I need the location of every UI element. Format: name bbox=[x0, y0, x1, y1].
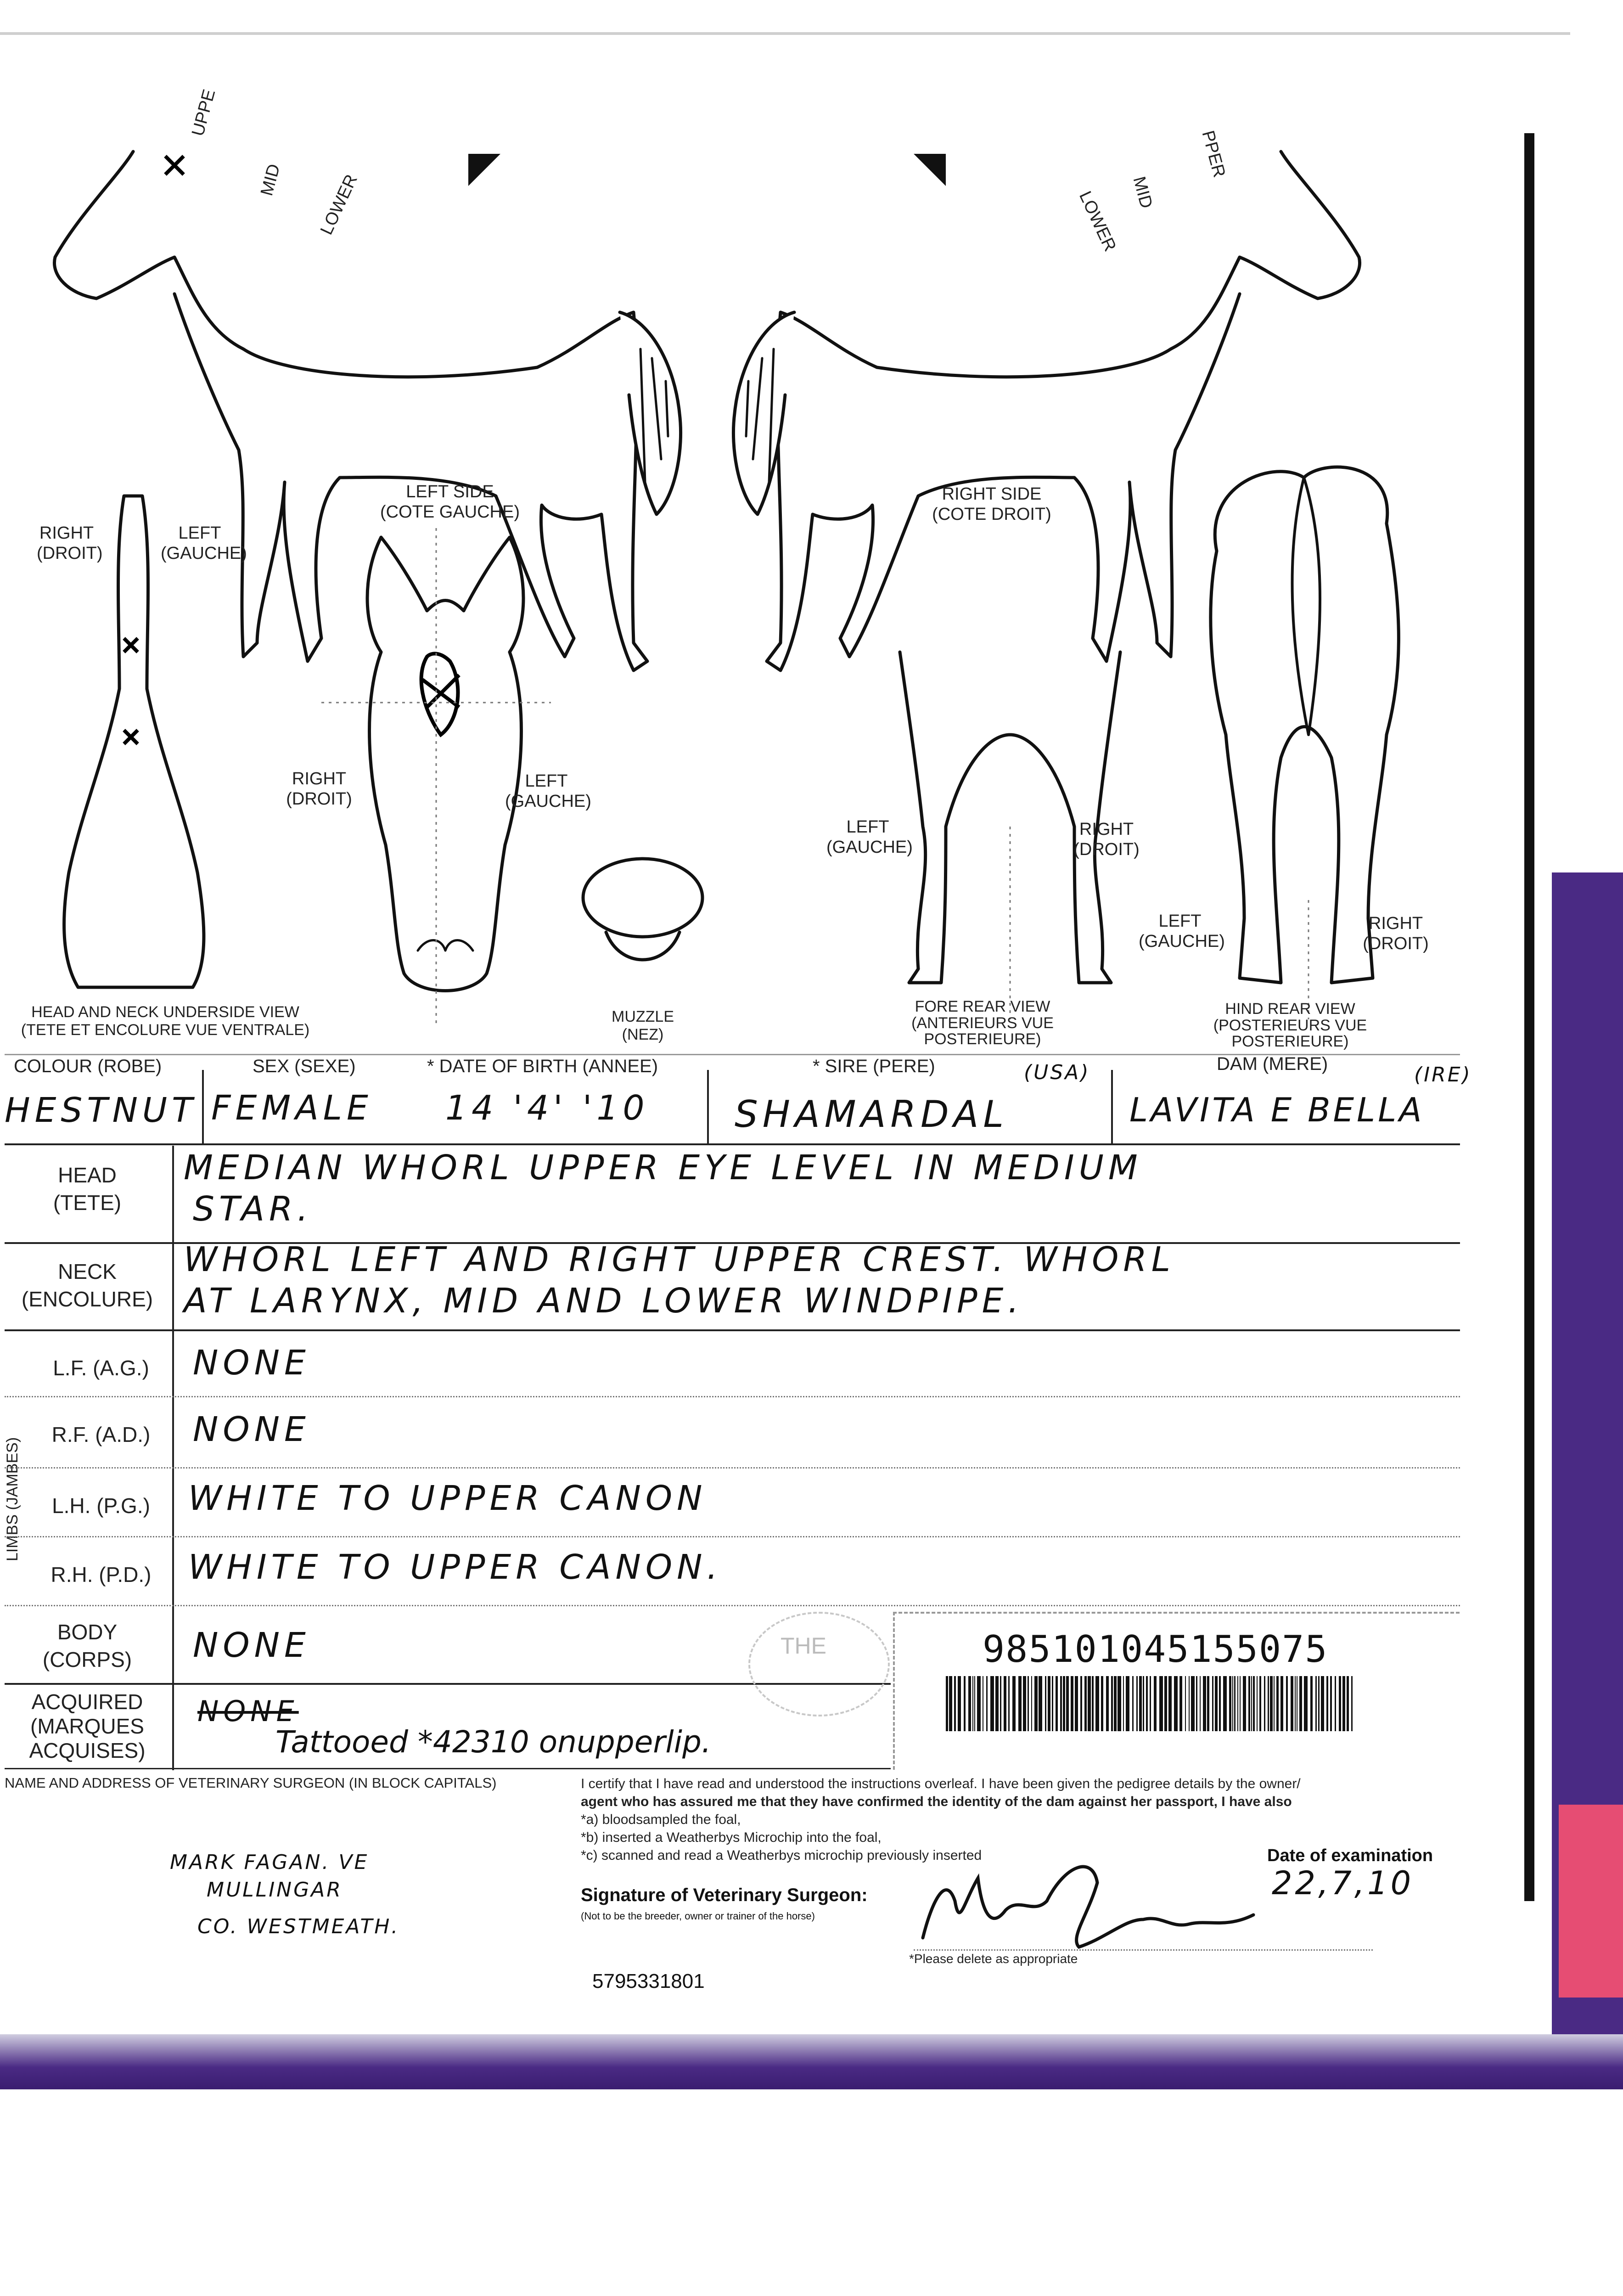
barcode-bar bbox=[949, 1676, 952, 1731]
barcode-bar bbox=[1088, 1676, 1091, 1731]
label-upper-right: PPER bbox=[1198, 129, 1229, 180]
barcode-bar bbox=[964, 1676, 966, 1731]
barcode-bar bbox=[1052, 1676, 1053, 1731]
barcode-bar bbox=[1274, 1676, 1275, 1731]
barcode-bar bbox=[1080, 1676, 1082, 1731]
star-marking bbox=[421, 653, 459, 735]
rh-value: WHITE TO UPPER CANON. bbox=[188, 1548, 722, 1587]
lh-label: L.H. (P.G.) bbox=[52, 1494, 150, 1518]
label-lower-right: LOWER bbox=[1075, 188, 1120, 255]
barcode-bar bbox=[1039, 1676, 1042, 1731]
lf-value: NONE bbox=[193, 1343, 310, 1383]
barcode-bar bbox=[1248, 1676, 1250, 1731]
barcode-bar bbox=[1240, 1676, 1241, 1731]
barcode-bar bbox=[1023, 1676, 1026, 1731]
label-hind-right: RIGHT (DROIT) bbox=[1363, 914, 1429, 953]
pink-tab bbox=[1559, 1805, 1623, 1998]
purple-folder-bottom bbox=[0, 2034, 1623, 2089]
barcode-bar bbox=[1185, 1676, 1186, 1731]
barcode-bar bbox=[1351, 1676, 1353, 1731]
barcode-bar bbox=[1291, 1676, 1293, 1731]
barcode-bar bbox=[1237, 1676, 1238, 1731]
barcode-bar bbox=[1295, 1676, 1296, 1731]
barcode-bar bbox=[1146, 1676, 1148, 1731]
table-label-divider bbox=[172, 1146, 174, 1770]
barcode-bar bbox=[968, 1676, 971, 1731]
signature-note: (Not to be the breeder, owner or trainer of the horse) bbox=[581, 1910, 815, 1922]
barcode-bar bbox=[974, 1676, 975, 1731]
barcode-bar bbox=[1223, 1676, 1227, 1731]
barcode-bar bbox=[1347, 1676, 1349, 1731]
sire-country: (USA) bbox=[1024, 1061, 1090, 1084]
barcode-bar bbox=[1000, 1676, 1001, 1731]
barcode-bar bbox=[1310, 1676, 1313, 1731]
vet-line-3: CO. WESTMEATH. bbox=[197, 1915, 400, 1938]
neck-line-2: AT LARYNX, MID AND LOWER WINDPIPE. bbox=[184, 1281, 1023, 1321]
label-head-neck-view: HEAD AND NECK UNDERSIDE VIEW (TETE ET ENCOLURE VUE VENTRALE) bbox=[21, 1003, 310, 1039]
muzzle-outline bbox=[583, 859, 702, 937]
barcode-bar bbox=[1229, 1676, 1231, 1731]
label-neck-left: LEFT (GAUCHE) bbox=[161, 523, 247, 563]
label-head-left: LEFT (GAUCHE) bbox=[505, 771, 591, 811]
barcode-bar bbox=[1045, 1676, 1046, 1731]
corner-triangle-tl bbox=[468, 154, 500, 186]
barcode-bar bbox=[1004, 1676, 1006, 1731]
barcode-bar bbox=[1207, 1676, 1209, 1731]
left-horse-outline bbox=[54, 152, 647, 670]
vet-line-2: MULLINGAR bbox=[207, 1878, 343, 1902]
corner-triangle-tc bbox=[914, 154, 946, 186]
certification-text: I certify that I have read and understood the instructions overleaf. I have been given the pedigree details by the owner/ agent who has assured me that they have confirmed the identity of the dam against her passport, I have also *a) bloodsampled the foal, *b) inserted a Weatherbys Microchip into the foal, *c) scanned and read a Weatherbys microchip previously inserted bbox=[581, 1776, 1301, 1863]
barcode-bar bbox=[1071, 1676, 1073, 1731]
stamp-text: THE bbox=[781, 1633, 826, 1659]
barcode-bar bbox=[1111, 1676, 1113, 1731]
barcode-bar bbox=[1139, 1676, 1142, 1731]
lh-rule bbox=[5, 1536, 1460, 1537]
label-hind-left: LEFT (GAUCHE) bbox=[1139, 912, 1225, 951]
label-muzzle: MUZZLE (NEZ) bbox=[612, 1008, 674, 1044]
label-fore-right: RIGHT (DROIT) bbox=[1073, 820, 1140, 859]
barcode-bar bbox=[1174, 1676, 1178, 1731]
acquired-value: Tattooed *42310 onupperlip. bbox=[275, 1724, 711, 1760]
lf-label: L.F. (A.G.) bbox=[53, 1356, 149, 1380]
barcode-bar bbox=[1318, 1676, 1320, 1731]
barcode-bar bbox=[990, 1676, 994, 1731]
limbs-vertical-label: LIMBS (JAMBES) bbox=[4, 1437, 21, 1561]
dob-label: * DATE OF BIRTH (ANNEE) bbox=[427, 1056, 658, 1076]
vet-signature bbox=[914, 1846, 1272, 1956]
head-front-outline bbox=[367, 537, 523, 991]
barcode-bar bbox=[1118, 1676, 1121, 1731]
barcode-bar bbox=[958, 1676, 961, 1731]
barcode-bar bbox=[1321, 1676, 1324, 1731]
label-head-right: RIGHT (DROIT) bbox=[286, 769, 352, 809]
barcode-bar bbox=[1132, 1676, 1134, 1731]
barcode-bar bbox=[1143, 1676, 1144, 1731]
barcode-bar bbox=[1270, 1676, 1273, 1731]
head-line-2: STAR. bbox=[193, 1189, 313, 1229]
rf-label: R.F. (A.D.) bbox=[51, 1423, 151, 1446]
acquired-label: ACQUIRED (MARQUES ACQUISES) bbox=[29, 1690, 146, 1762]
barcode-bar bbox=[1066, 1676, 1069, 1731]
label-left-side: LEFT SIDE (COTE GAUCHE) bbox=[380, 482, 520, 522]
barcode-bar bbox=[977, 1676, 981, 1731]
barcode-bar bbox=[1034, 1676, 1038, 1731]
barcode-bar bbox=[1253, 1676, 1255, 1731]
barcode-bar bbox=[1342, 1676, 1345, 1731]
barcode bbox=[946, 1676, 1359, 1731]
right-horse-outline bbox=[767, 152, 1360, 670]
header-divider-2 bbox=[707, 1070, 709, 1143]
barcode-bar bbox=[1084, 1676, 1087, 1731]
barcode-bar bbox=[1276, 1676, 1279, 1731]
barcode-bar bbox=[1048, 1676, 1050, 1731]
label-neck-right: RIGHT (DROIT) bbox=[37, 523, 103, 563]
barcode-bar bbox=[1234, 1676, 1236, 1731]
acquired-struck: NONE bbox=[197, 1694, 299, 1728]
hind-rear-outline bbox=[1211, 467, 1399, 983]
barcode-bar bbox=[1268, 1676, 1269, 1731]
fore-rear-outline bbox=[900, 652, 1120, 983]
barcode-bar bbox=[1203, 1676, 1206, 1731]
neck-label: NECK (ENCOLURE) bbox=[21, 1260, 153, 1311]
rf-value: NONE bbox=[193, 1410, 310, 1449]
barcode-bar bbox=[972, 1676, 973, 1731]
dam-country: (IRE) bbox=[1414, 1063, 1472, 1086]
barcode-bar bbox=[1164, 1676, 1167, 1731]
barcode-bar bbox=[1280, 1676, 1283, 1731]
barcode-bar bbox=[1251, 1676, 1252, 1731]
barcode-bar bbox=[1299, 1676, 1302, 1731]
horse-diagrams bbox=[0, 0, 1623, 1056]
barcode-bar bbox=[1012, 1676, 1016, 1731]
barcode-bar bbox=[1196, 1676, 1197, 1731]
right-horse-tail bbox=[733, 312, 794, 514]
head-label: HEAD (TETE) bbox=[53, 1163, 122, 1215]
barcode-bar bbox=[1219, 1676, 1221, 1731]
barcode-bar bbox=[1243, 1676, 1246, 1731]
lf-rule bbox=[5, 1396, 1460, 1397]
barcode-bar bbox=[1259, 1676, 1261, 1731]
barcode-bar bbox=[1286, 1676, 1288, 1731]
barcode-bar bbox=[1257, 1676, 1258, 1731]
left-horse-tail bbox=[620, 312, 681, 514]
barcode-bar bbox=[1335, 1676, 1336, 1731]
colour-label: COLOUR (ROBE) bbox=[14, 1056, 162, 1076]
barcode-bar bbox=[1159, 1676, 1163, 1731]
please-delete-note: *Please delete as appropriate bbox=[909, 1952, 1078, 1966]
barcode-bar bbox=[1339, 1676, 1341, 1731]
barcode-bar bbox=[1031, 1676, 1032, 1731]
neck-rule bbox=[5, 1329, 1460, 1331]
barcode-bar bbox=[1028, 1676, 1029, 1731]
barcode-bar bbox=[1063, 1676, 1065, 1731]
whorl-x-marks bbox=[124, 156, 184, 744]
colour-value: HESTNUT bbox=[5, 1091, 197, 1130]
barcode-bar bbox=[1114, 1676, 1117, 1731]
dob-value: 14 '4' '10 bbox=[445, 1088, 649, 1128]
barcode-bar bbox=[1092, 1676, 1094, 1731]
rh-label: R.H. (P.D.) bbox=[51, 1563, 152, 1587]
header-divider-3 bbox=[1111, 1070, 1113, 1143]
barcode-bar bbox=[1215, 1676, 1218, 1731]
label-fore-rear-view: FORE REAR VIEW (ANTERIEURS VUE POSTERIEURE) bbox=[911, 998, 1054, 1048]
sex-value: FEMALE bbox=[211, 1088, 373, 1128]
barcode-bar bbox=[1191, 1676, 1195, 1731]
barcode-bar bbox=[1136, 1676, 1138, 1731]
barcode-bar bbox=[1179, 1676, 1182, 1731]
barcode-bar bbox=[1189, 1676, 1190, 1731]
barcode-bar bbox=[1154, 1676, 1157, 1731]
barcode-bar bbox=[946, 1676, 948, 1731]
barcode-bar bbox=[1150, 1676, 1151, 1731]
dam-label: DAM (MERE) bbox=[1217, 1054, 1328, 1074]
sire-label: * SIRE (PERE) bbox=[813, 1056, 935, 1076]
header-bottom-rule bbox=[5, 1143, 1460, 1145]
label-fore-left: LEFT (GAUCHE) bbox=[826, 817, 913, 857]
barcode-bar bbox=[1106, 1676, 1109, 1731]
body-value: NONE bbox=[193, 1626, 310, 1665]
rh-rule bbox=[5, 1605, 1460, 1606]
barcode-bar bbox=[1101, 1676, 1103, 1731]
neck-line-1: WHORL LEFT AND RIGHT UPPER CREST. WHORL bbox=[184, 1240, 1175, 1279]
barcode-bar bbox=[1123, 1676, 1124, 1731]
microchip-number: 985101045155075 bbox=[983, 1628, 1328, 1671]
barcode-bar bbox=[1008, 1676, 1010, 1731]
barcode-bar bbox=[1126, 1676, 1129, 1731]
label-upper-left: UPPE bbox=[188, 87, 219, 138]
document-number: 5795331801 bbox=[592, 1970, 705, 1992]
barcode-bar bbox=[1018, 1676, 1022, 1731]
barcode-bar bbox=[1330, 1676, 1332, 1731]
barcode-bar bbox=[1232, 1676, 1233, 1731]
barcode-bar bbox=[1264, 1676, 1265, 1731]
barcode-bar bbox=[1060, 1676, 1062, 1731]
head-line-1: MEDIAN WHORL UPPER EYE LEVEL IN MEDIUM bbox=[184, 1148, 1142, 1187]
date-value: 22,7,10 bbox=[1272, 1864, 1414, 1902]
barcode-bar bbox=[1200, 1676, 1201, 1731]
sire-value: SHAMARDAL bbox=[735, 1093, 1008, 1136]
label-mid-right: MID bbox=[1129, 174, 1157, 211]
vet-name-label: NAME AND ADDRESS OF VETERINARY SURGEON (IN BLOCK CAPITALS) bbox=[5, 1775, 497, 1791]
barcode-bar bbox=[1326, 1676, 1328, 1731]
barcode-bar bbox=[1056, 1676, 1058, 1731]
body-label: BODY (CORPS) bbox=[42, 1620, 132, 1671]
label-hind-rear-view: HIND REAR VIEW (POSTERIEURS VUE POSTERIEURE) bbox=[1213, 1000, 1367, 1051]
label-mid-left: MID bbox=[257, 162, 284, 198]
barcode-bar bbox=[1168, 1676, 1172, 1731]
barcode-bar bbox=[1075, 1676, 1078, 1731]
acquired-rule bbox=[5, 1768, 891, 1769]
label-lower-left: LOWER bbox=[317, 171, 361, 238]
faint-stamp bbox=[748, 1612, 890, 1716]
sex-label: SEX (SEXE) bbox=[253, 1056, 356, 1076]
barcode-bar bbox=[995, 1676, 999, 1731]
barcode-bar bbox=[1304, 1676, 1308, 1731]
barcode-bar bbox=[986, 1676, 988, 1731]
lh-value: WHITE TO UPPER CANON bbox=[188, 1479, 707, 1518]
barcode-bar bbox=[1315, 1676, 1317, 1731]
vet-line-1: MARK FAGAN. VE bbox=[170, 1851, 369, 1874]
barcode-bar bbox=[1212, 1676, 1213, 1731]
rf-rule bbox=[5, 1467, 1460, 1469]
signature-line bbox=[914, 1949, 1373, 1951]
date-label: Date of examination bbox=[1267, 1846, 1433, 1865]
label-right-side: RIGHT SIDE (COTE DROIT) bbox=[932, 484, 1051, 524]
header-divider-1 bbox=[202, 1070, 204, 1143]
barcode-bar bbox=[1095, 1676, 1099, 1731]
barcode-bar bbox=[954, 1676, 956, 1731]
dam-value: LAVITA E BELLA bbox=[1129, 1091, 1425, 1129]
signature-label: Signature of Veterinary Surgeon: bbox=[581, 1885, 868, 1905]
